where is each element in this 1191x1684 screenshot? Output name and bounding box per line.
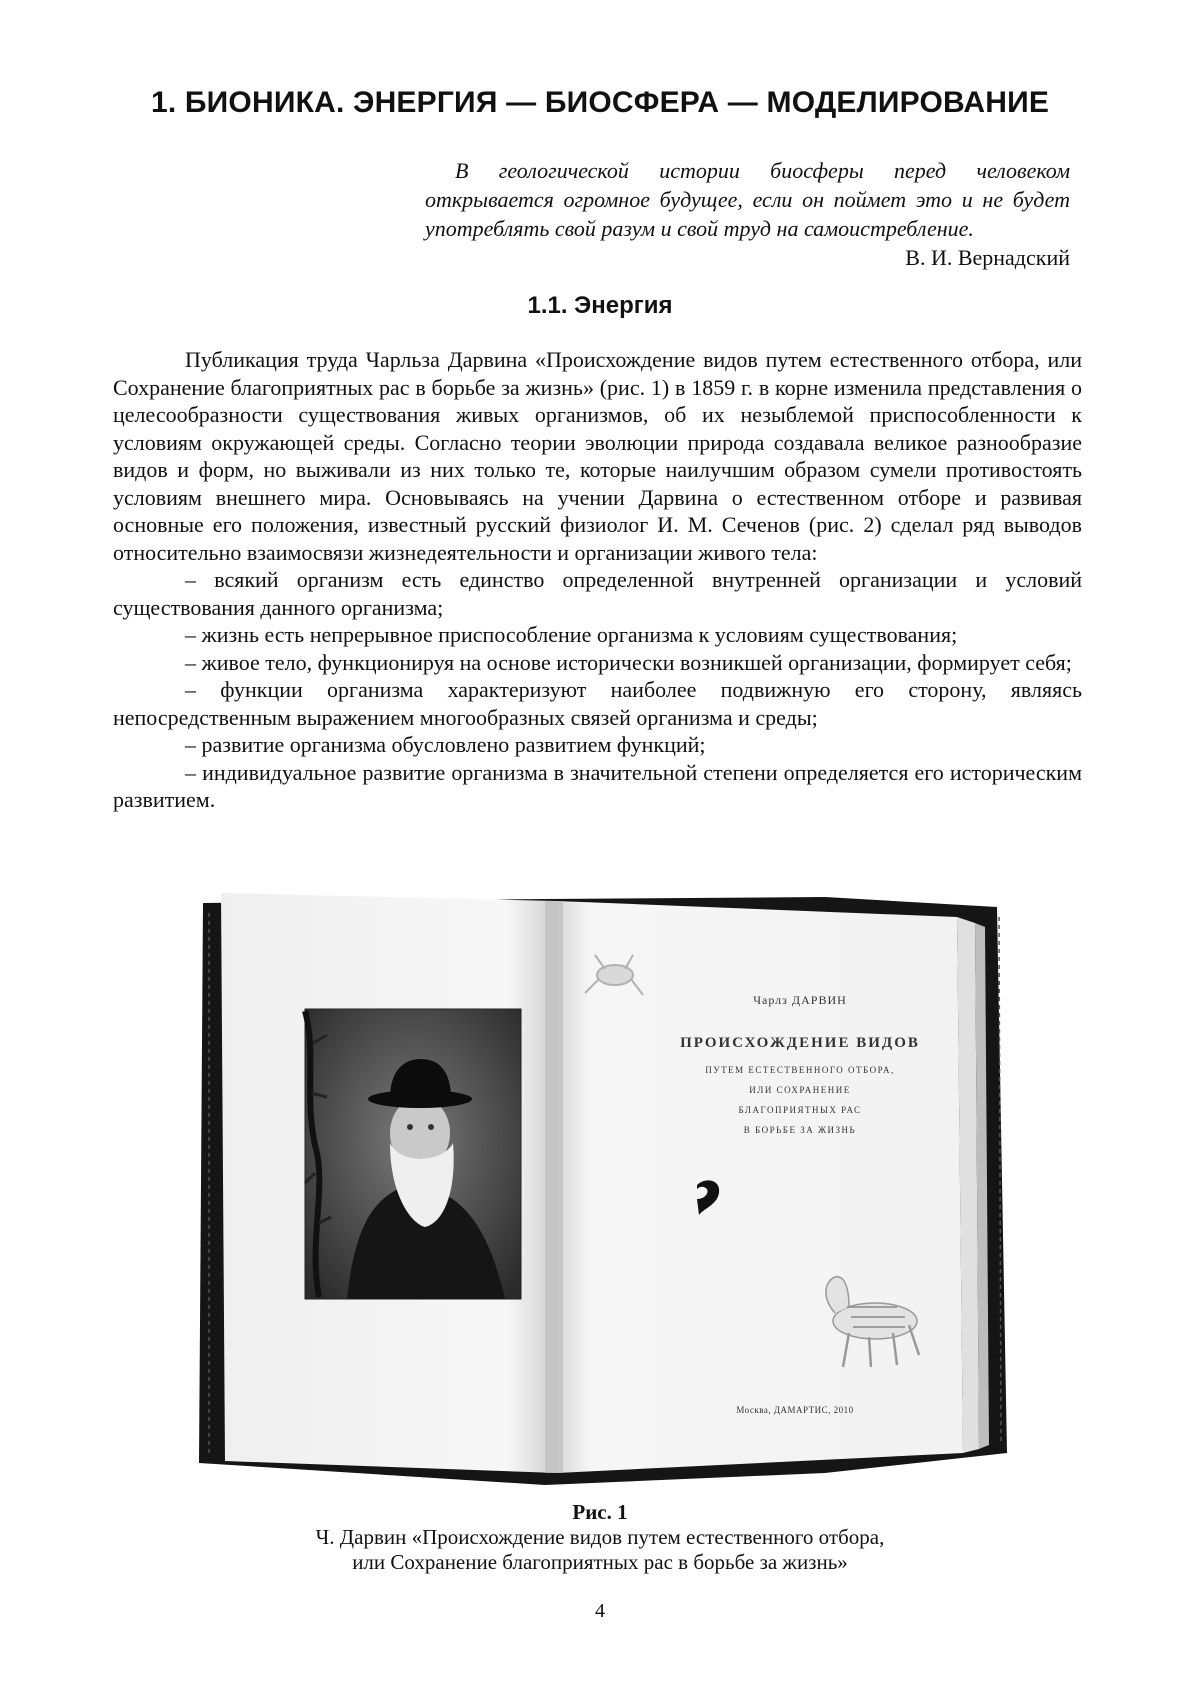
chapter-title: 1. БИОНИКА. ЭНЕРГИЯ — БИОСФЕРА — МОДЕЛИРОВАНИЕ [150,86,1050,119]
figure-book-photo [185,893,1015,1489]
title-page-subtitle-line: БЛАГОПРИЯТНЫХ РАС [738,1105,862,1115]
book-right-page [557,901,963,1473]
figure-caption-line: или Сохранение благоприятных рас в борьбе за жизнь» [352,1550,848,1574]
section-title: 1.1. Энергия [527,292,673,319]
list-item: – развитие организма обусловлено развитием функций; [185,732,706,757]
paragraph-intro: Публикация труда Чарльза Дарвина «Происхождение видов путем естественного отбора, или Сохранение благоприятных рас в борьбе за жизнь» (рис. 1) в 1859 г. в корне изменила представления о целесообразности существования живых организмов, об их незыблемой приспособленности к условиям окружающей среды. Согласно теории эволюции природа создавала великое разнообразие видов и форм, но выживали из них только те, которые наилучшим образом сумели противостоять условиям внешнего мира. Основываясь на учении Дарвина о естественном отборе и развивая основные его положения, известный русский физиолог И. М. Сеченов (рис. 2) сделал ряд выводов относительно взаимосвязи жизнедеятельности и организации живого тела: [113,347,1082,565]
list-item: – всякий организм есть единство определенной внутренней организации и условий существования данного организма; [113,567,1082,620]
open-book-illustration [185,893,1015,1489]
title-page-subtitle-line: В БОРЬБЕ ЗА ЖИЗНЬ [743,1125,857,1135]
epigraph-author: В. И. Вернадский [905,245,1070,270]
title-page-title: ПРОИСХОЖДЕНИЕ ВИДОВ [680,1035,920,1051]
title-page-subtitle-line: ИЛИ СОХРАНЕНИЕ [749,1085,851,1095]
figure-caption [110,1500,1090,1575]
page-number: 4 [595,1600,605,1622]
list-item: – жизнь есть непрерывное приспособление организма к условиям существования; [185,622,958,647]
darwin-portrait [305,1009,521,1299]
title-page-author: Чарлз ДАРВИН [753,993,847,1007]
title-page-imprint: Москва, ДАМАРТИС, 2010 [736,1405,854,1415]
figure-caption-line: Ч. Дарвин «Происхождение видов путем естественного отбора, [315,1525,885,1549]
epigraph-quote: В геологической истории биосферы перед человеком открывается огромное будущее, если он поймет это и не будет употреблять свой разум и свой труд на самоистребление. [425,158,1070,241]
list-item: – функции организма характеризуют наиболее подвижную его сторону, являясь непосредственным выражением многообразных связей организма и среды; [113,677,1082,730]
title-page-subtitle-line: ПУТЕМ ЕСТЕСТВЕННОГО ОТБОРА, [705,1065,895,1075]
figure-label: Рис. 1 [572,1500,628,1524]
epigraph [425,156,1070,272]
list-item: – живое тело, функционируя на основе исторически возникшей организации, формирует себя; [185,649,1072,675]
list-item: – индивидуальное развитие организма в значительной степени определяется его историческим развитием. [113,759,1082,812]
body-text [113,346,1082,814]
